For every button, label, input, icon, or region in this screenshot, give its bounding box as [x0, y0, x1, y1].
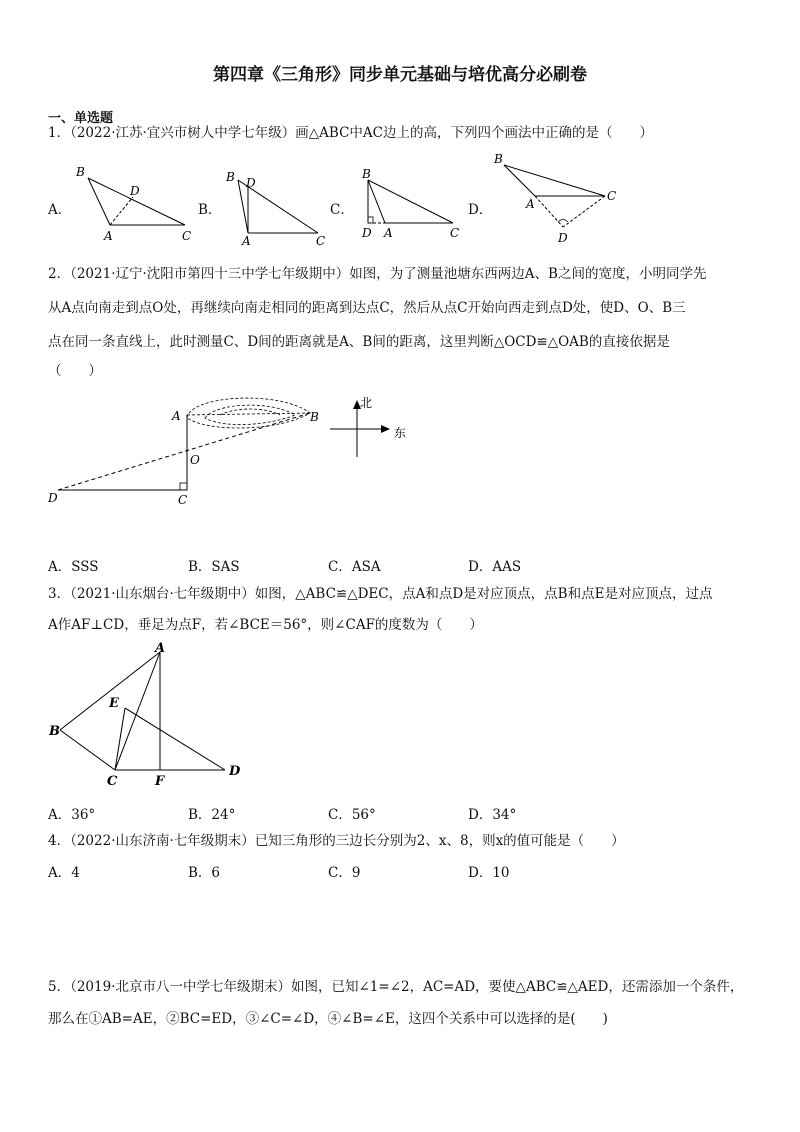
q4-option-b: B．6 [188, 865, 221, 881]
question-1-text: 1．（2022·江苏·宜兴市树人中学七年级）画△ABC中AC边上的高，下列四个画法中正确的是（ ） [48, 125, 653, 141]
q3-option-d: D．34° [468, 807, 517, 823]
q1-figure-b [218, 165, 338, 250]
svg-text:A: A [384, 226, 393, 240]
q3-label-a: A [155, 641, 166, 656]
svg-text:C: C [316, 234, 326, 248]
svg-text:C: C [450, 226, 460, 240]
q1-option-d: D． [468, 202, 493, 218]
q3-option-c: C．56° [328, 807, 376, 823]
svg-text:D: D [558, 231, 568, 245]
east-label: 东 [394, 426, 407, 440]
section-heading: 一、单选题 [48, 111, 114, 126]
page-title: 第四章《三角形》同步单元基础与培优高分必刷卷 [213, 65, 587, 85]
q2-option-b: B．SAS [188, 559, 240, 575]
q2-option-a: A．SSS [48, 559, 99, 575]
q1-option-b: B． [198, 202, 222, 218]
question-2-line-4: （ ） [48, 363, 102, 379]
q1-option-a: A． [48, 202, 72, 218]
q2-figure [40, 385, 420, 510]
question-5-line-2: 那么在①AB=AE，②BC=ED，③∠C=∠D，④∠B=∠E，这四个关系中可以选择的是( ) [48, 1011, 608, 1027]
svg-text:D: D [362, 226, 372, 240]
svg-text:A: A [526, 197, 535, 211]
question-4-text: 4．（2022·山东济南·七年级期末）已知三角形的三边长分别为2、x、8，则x的值可能是（ ） [48, 833, 625, 849]
q3-option-a: A．36° [48, 807, 96, 823]
question-2-line-3: 点在同一条直线上，此时测量C、D间的距离就是A、B间的距离，这里判断△OCD≌△OAB的直接依据是 [48, 334, 670, 350]
svg-text:B: B [494, 152, 503, 166]
q2-option-d: D．AAS [468, 559, 522, 575]
q2-label-o: O [190, 453, 200, 467]
question-3-line-1: 3．（2021·山东烟台·七年级期中）如图，△ABC≌△DEC，点A和点D是对应顶点，点B和点E是对应顶点，过点 [48, 586, 713, 602]
q4-option-a: A．4 [48, 865, 80, 881]
q2-label-b: B [310, 410, 319, 424]
svg-text:C: C [607, 189, 617, 203]
q3-option-b: B．24° [188, 807, 236, 823]
q3-label-b: B [49, 724, 60, 739]
q1-option-c: C． [330, 202, 354, 218]
q2-label-d: D [48, 491, 58, 505]
q4-option-c: C．9 [328, 865, 361, 881]
q3-figure [45, 640, 255, 790]
svg-text:B: B [226, 170, 235, 184]
question-3-line-2: A作AF⊥CD，垂足为点F，若∠BCE＝56°，则∠CAF的度数为（ ） [48, 617, 483, 633]
question-2-line-1: 2．（2021·辽宁·沈阳市第四十三中学七年级期中）如图，为了测量池塘东西两边A、B之间的宽度，小明同学先 [48, 266, 707, 282]
q2-label-c: C [178, 493, 188, 507]
q3-label-f: F [155, 774, 165, 789]
q1a-label-b: B [76, 165, 85, 179]
q1a-label-c: C [182, 229, 192, 243]
q1-figure-c [350, 165, 470, 250]
q2-label-a: A [172, 409, 181, 423]
q4-option-d: D．10 [468, 865, 510, 881]
svg-text:B: B [362, 167, 371, 181]
q3-label-d: D [229, 764, 241, 779]
q1-figure-a [70, 160, 200, 245]
q1a-label-a: A [104, 229, 113, 243]
q1-figure-d [490, 150, 630, 245]
question-5-line-1: 5．（2019·北京市八一中学七年级期末）如图，已知∠1=∠2，AC=AD，要使△ABC≌△AED，还需添加一个条件， [48, 979, 744, 995]
q3-label-c: C [107, 774, 118, 789]
svg-text:D: D [246, 176, 256, 190]
question-2-line-2: 从A点向南走到点O处，再继续向南走相同的距离到达点C，然后从点C开始向西走到点D处，使D、O、B三 [48, 300, 686, 316]
q1a-label-d: D [130, 184, 140, 198]
q2-option-c: C．ASA [328, 559, 381, 575]
north-label: 北 [360, 396, 373, 410]
svg-text:A: A [242, 234, 251, 248]
q3-label-e: E [109, 696, 119, 711]
